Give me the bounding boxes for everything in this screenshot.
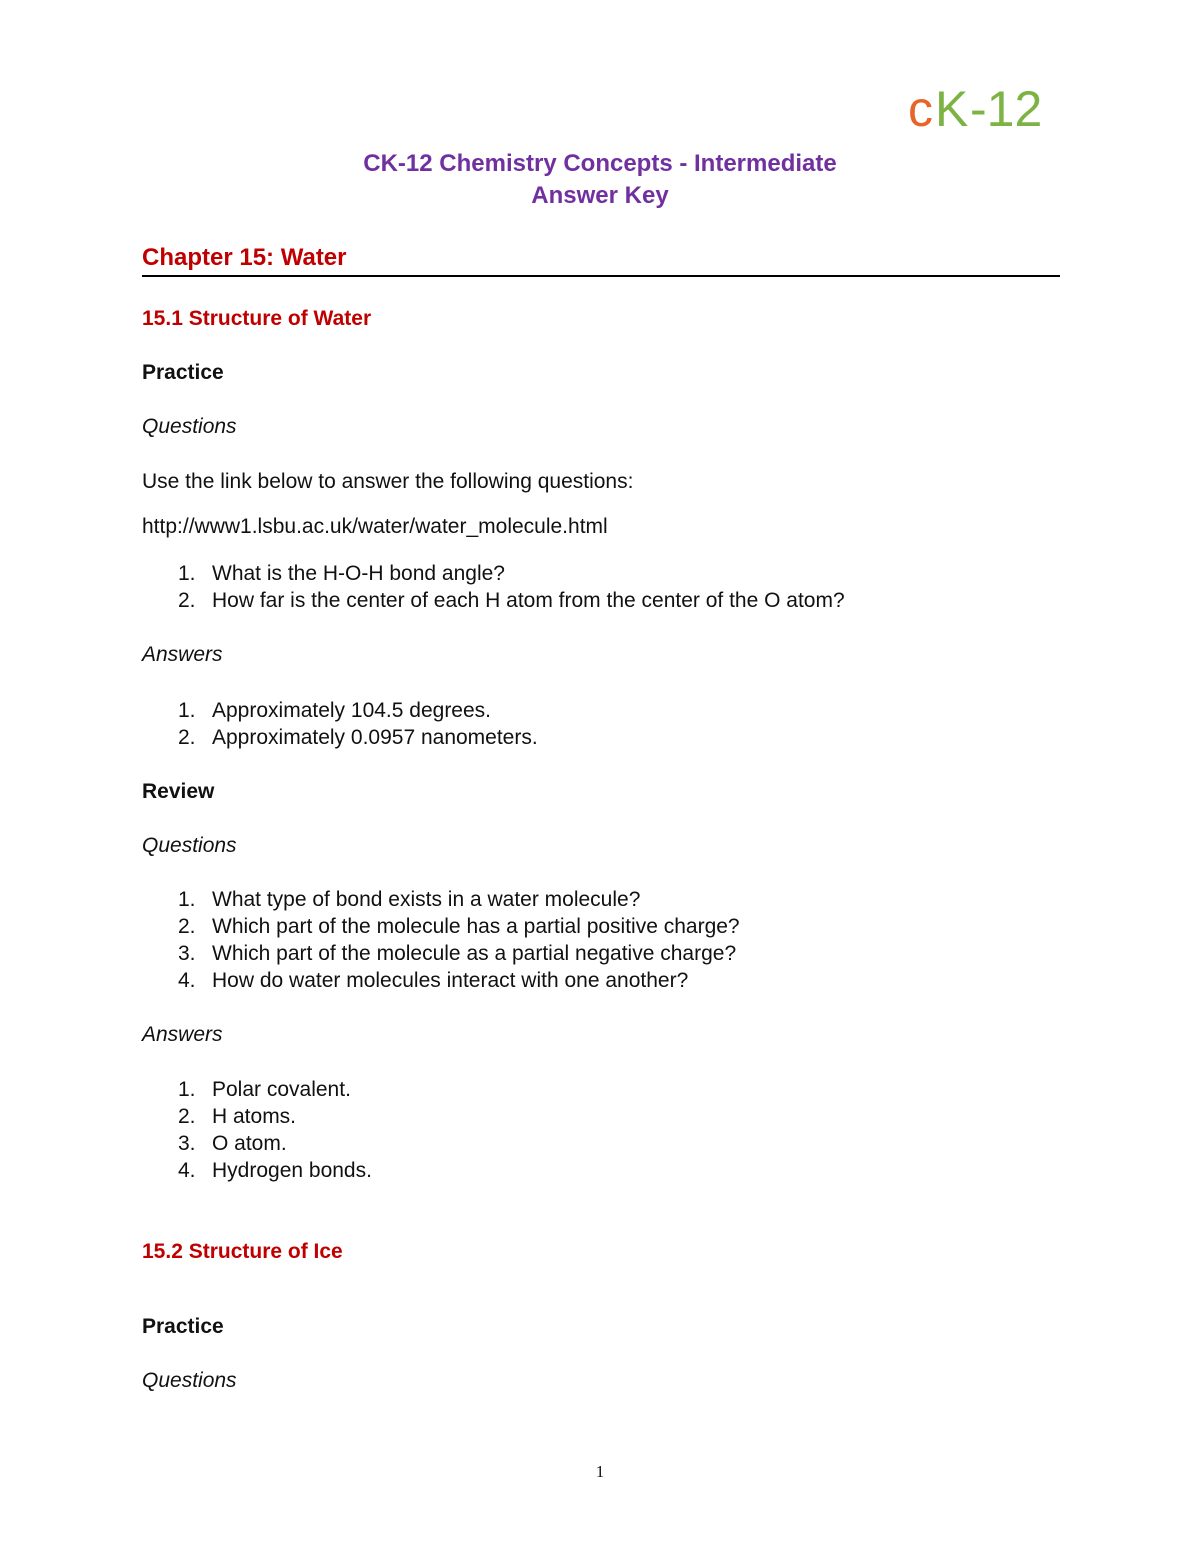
review-question-list	[142, 886, 740, 994]
item-number: 2.	[178, 726, 196, 749]
list-item	[142, 913, 740, 940]
question-text: Which part of the molecule as a partial negative charge?	[212, 942, 737, 965]
list-item	[142, 1157, 372, 1184]
item-number: 3.	[178, 942, 196, 965]
question-text: How do water molecules interact with one another?	[212, 969, 689, 992]
item-number: 3.	[178, 1132, 196, 1155]
answer-text: O atom.	[212, 1132, 287, 1155]
list-item	[142, 1076, 372, 1103]
reference-link[interactable]: http://www1.lsbu.ac.uk/water/water_molecule.html	[142, 515, 608, 538]
svg-text:c: c	[908, 82, 933, 137]
questions-label: Questions	[142, 834, 237, 857]
list-item	[142, 886, 740, 913]
answer-text: Hydrogen bonds.	[212, 1159, 372, 1182]
list-item	[142, 940, 740, 967]
question-text: Which part of the molecule has a partial positive charge?	[212, 915, 740, 938]
item-number: 2.	[178, 589, 196, 612]
item-number: 4.	[178, 969, 196, 992]
questions-label: Questions	[142, 415, 237, 438]
answers-label: Answers	[142, 1023, 223, 1046]
item-number: 1.	[178, 1078, 196, 1101]
item-number: 1.	[178, 888, 196, 911]
practice-answer-list	[142, 697, 538, 751]
list-item	[142, 1103, 372, 1130]
chapter-heading: Chapter 15: Water	[142, 244, 347, 271]
list-item	[142, 724, 538, 751]
item-number: 1.	[178, 562, 196, 585]
answer-text: Approximately 104.5 degrees.	[212, 699, 491, 722]
section-heading: 15.2 Structure of Ice	[142, 1240, 343, 1263]
item-number: 2.	[178, 915, 196, 938]
answer-text: Approximately 0.0957 nanometers.	[212, 726, 538, 749]
ck12-logo	[908, 82, 1048, 138]
practice-heading: Practice	[142, 1315, 224, 1338]
list-item	[142, 560, 845, 587]
review-answer-list	[142, 1076, 372, 1184]
item-number: 4.	[178, 1159, 196, 1182]
ck12-logo-mark	[908, 82, 1048, 138]
practice-heading: Practice	[142, 361, 224, 384]
question-text: How far is the center of each H atom from the center of the O atom?	[212, 589, 845, 612]
instructions-text: Use the link below to answer the following questions:	[142, 470, 634, 493]
document-title: CK-12 Chemistry Concepts - Intermediate	[363, 150, 837, 177]
question-text: What is the H-O-H bond angle?	[212, 562, 505, 585]
list-item	[142, 697, 538, 724]
item-number: 2.	[178, 1105, 196, 1128]
document-subtitle: Answer Key	[531, 182, 669, 209]
question-text: What type of bond exists in a water molecule?	[212, 888, 641, 911]
item-number: 1.	[178, 699, 196, 722]
list-item	[142, 587, 845, 614]
practice-question-list	[142, 560, 845, 614]
answers-label: Answers	[142, 643, 223, 666]
review-heading: Review	[142, 780, 215, 803]
list-item	[142, 967, 740, 994]
page-number: 1	[595, 1462, 605, 1481]
list-item	[142, 1130, 372, 1157]
chapter-rule	[142, 275, 1060, 277]
svg-text:K: K	[935, 82, 969, 137]
questions-label: Questions	[142, 1369, 237, 1392]
svg-text:-12: -12	[970, 82, 1043, 137]
answer-text: H atoms.	[212, 1105, 297, 1128]
section-heading: 15.1 Structure of Water	[142, 307, 372, 330]
answer-text: Polar covalent.	[212, 1078, 351, 1101]
